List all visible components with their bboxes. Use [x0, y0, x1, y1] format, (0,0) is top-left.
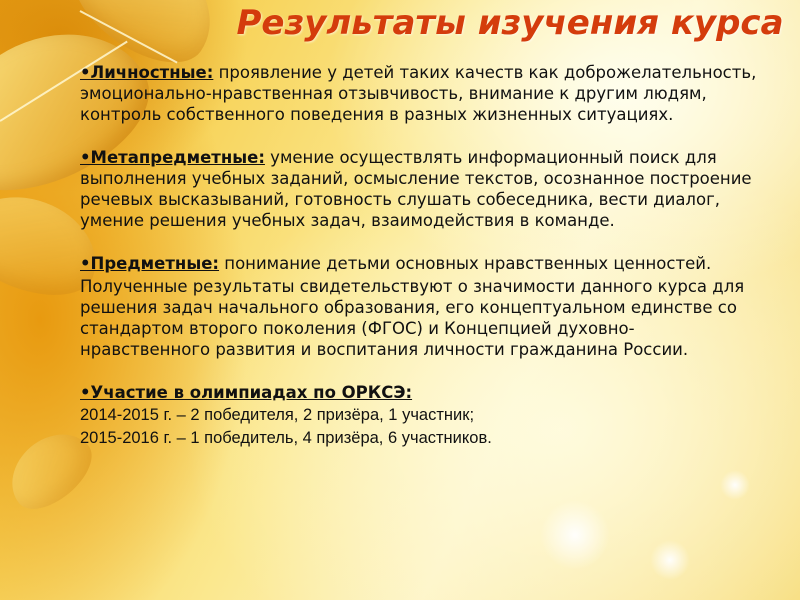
subject-results	[80, 253, 760, 274]
slide-content	[80, 62, 760, 451]
decorative-sparkle	[540, 500, 610, 570]
subject-results-text: понимание детьми основных нравственных ценностей.	[219, 254, 712, 273]
olympiads-label: •Участие в олимпиадах по ОРКСЭ:	[80, 383, 413, 402]
slide-title: Результаты изучения курса	[236, 3, 784, 43]
metasubject-results-label: •Метапредметные:	[80, 148, 265, 167]
personal-results-label: •Личностные:	[80, 63, 214, 82]
olympiads-heading	[80, 382, 760, 403]
subject-results-label: •Предметные:	[80, 254, 220, 273]
personal-results-text: проявление у детей таких качеств как доброжелательность, эмоционально-нравственная отзывчивость, внимание к другим людям, контроль собственного поведения в разных жизненных ситуациях.	[80, 63, 757, 124]
olympiads-line-2014: 2014-2015 г. – 2 победителя, 2 призёра, 1 участник;	[80, 406, 475, 424]
metasubject-results-text: умение осуществлять информационный поиск для выполнения учебных заданий, осмысление текстов, осознанное построение речевых высказываний, готовность слушать собеседника, вести диалог, умение решения учебных задач, взаимодействия в команде.	[80, 148, 752, 230]
decorative-sparkle	[720, 470, 750, 500]
conclusion-text: Полученные результаты свидетельствуют о значимости данного курса для решения задач начального образования, его концептуальном единстве со стандартом второго поколения (ФГОС) и Концепцией духовно-нравственного развития и воспитания личности гражданина России.	[80, 277, 745, 359]
decorative-sparkle	[650, 540, 690, 580]
olympiads-line-2015: 2015-2016 г. – 1 победитель, 4 призёра, 6 участников.	[80, 429, 492, 447]
personal-results	[80, 62, 760, 125]
metasubject-results	[80, 147, 760, 231]
